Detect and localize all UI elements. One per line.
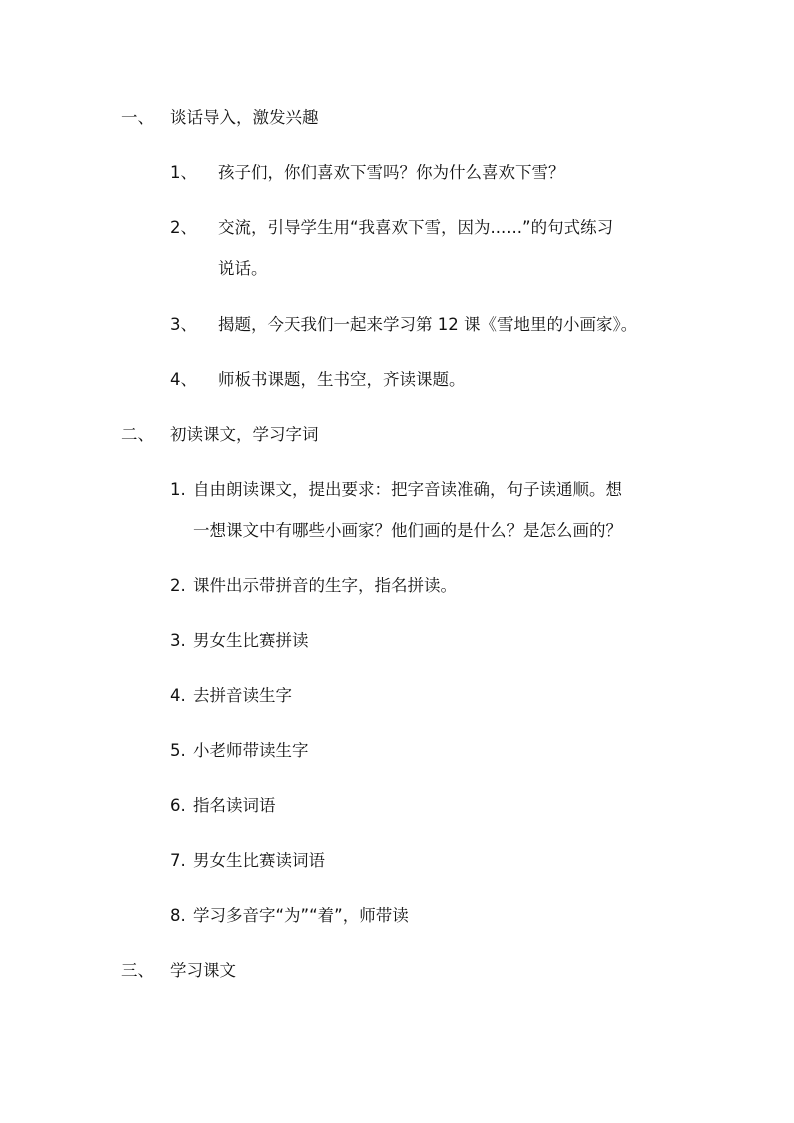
section-3-number: 三、 <box>121 961 154 980</box>
item-2-2-number: 2. <box>170 576 186 595</box>
item-1-4-text: 师板书课题，生书空，齐读课题。 <box>218 370 466 389</box>
item-2-7-text: 男女生比赛读词语 <box>193 851 325 870</box>
section-1-title: 谈话导入，激发兴趣 <box>170 108 319 127</box>
section-3-title: 学习课文 <box>170 961 236 980</box>
item-2-5-text: 小老师带读生字 <box>193 741 309 760</box>
item-2-6-text: 指名读词语 <box>193 796 276 815</box>
item-2-8-number: 8. <box>170 906 186 925</box>
item-1-2-text-line1: 交流，引导学生用“我喜欢下雪，因为......”的句式练习 <box>218 218 614 237</box>
item-2-1-text-line1: 自由朗读课文，提出要求：把字音读准确，句子读通顺。想 <box>193 480 622 499</box>
item-2-1-number: 1. <box>170 480 186 499</box>
item-2-1-text-line2: 一想课文中有哪些小画家？他们画的是什么？是怎么画的？ <box>193 521 622 540</box>
section-1-number: 一、 <box>121 108 154 127</box>
item-1-2-number: 2、 <box>170 218 197 237</box>
item-2-5-number: 5. <box>170 741 186 760</box>
item-1-3-text: 揭题，今天我们一起来学习第 12 课《雪地里的小画家》。 <box>218 315 638 334</box>
item-2-3-number: 3. <box>170 631 186 650</box>
item-1-3-number: 3、 <box>170 315 197 334</box>
item-2-4-text: 去拼音读生字 <box>193 686 292 705</box>
section-2-number: 二、 <box>121 425 154 444</box>
item-2-3-text: 男女生比赛拼读 <box>193 631 309 650</box>
section-2-title: 初读课文，学习字词 <box>170 425 319 444</box>
item-2-7-number: 7. <box>170 851 186 870</box>
item-1-1-text: 孩子们，你们喜欢下雪吗？你为什么喜欢下雪？ <box>218 163 565 182</box>
item-1-1-number: 1、 <box>170 163 197 182</box>
item-1-4-number: 4、 <box>170 370 197 389</box>
item-2-6-number: 6. <box>170 796 186 815</box>
item-2-4-number: 4. <box>170 686 186 705</box>
item-2-2-text: 课件出示带拼音的生字，指名拼读。 <box>193 576 457 595</box>
item-2-8-text: 学习多音字“为”“着”，师带读 <box>193 906 409 925</box>
item-1-2-text-line2: 说话。 <box>218 259 268 278</box>
